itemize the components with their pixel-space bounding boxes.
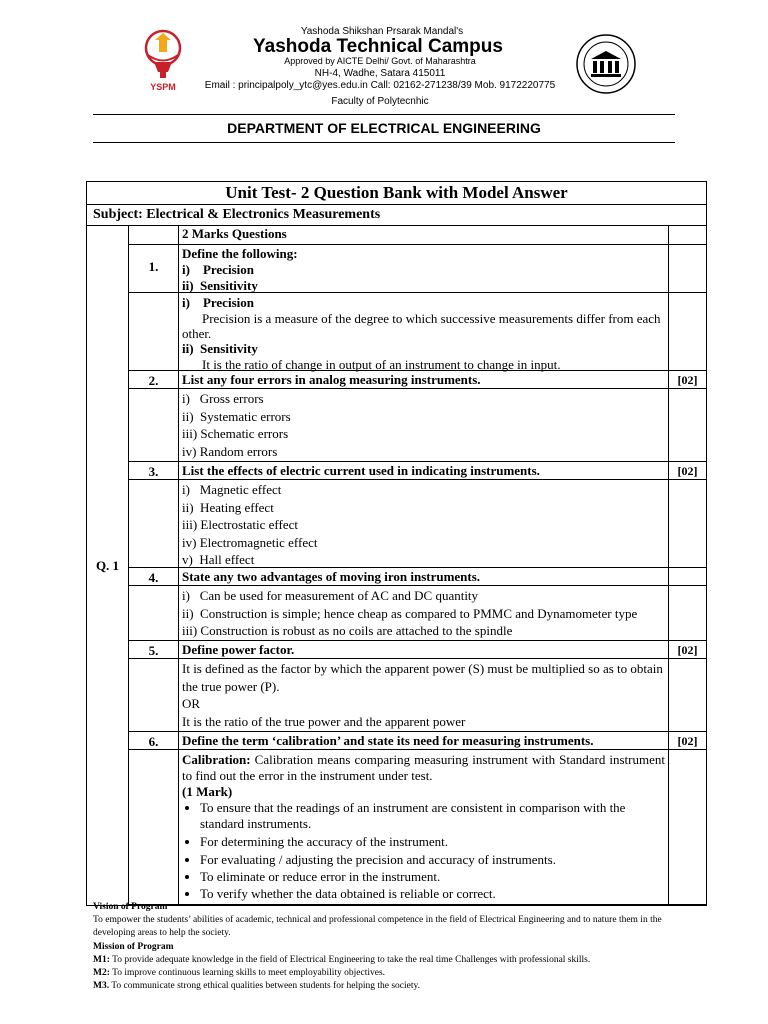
model-answer: i) Gross errors ii) Systematic errors iii) Schematic errors iv) Random errors [179,389,669,462]
list-item: • To ensure that the readings of an instrument are consistent in comparison with the standard instruments. [200,800,665,832]
header-rule-bottom [93,142,675,143]
marks-cell: [02] [669,462,706,480]
contact-line: Email : principalpoly_ytc@yes.edu.in Call: 02162-271238/39 Mob. 9172220775 [204,80,556,91]
blank-cell [129,389,179,462]
marks-cell: [02] [669,732,706,750]
list-item: • To verify whether the data obtained is reliable or correct. [200,886,665,902]
blank-cell [669,480,706,568]
subject-line: Subject: Electrical & Electronics Measurements [87,205,706,226]
blank-cell [669,750,706,905]
question-number: 6. [129,732,179,750]
letterhead [0,0,768,136]
section-title: 2 Marks Questions [179,226,669,245]
question-number: 2. [129,371,179,389]
mission-m2: M2: To improve continuous learning skills to meet employability objectives. [93,968,386,978]
mission-m3: M3. To communicate strong ethical qualities between students for helping the society. [93,981,421,991]
department-title: DEPARTMENT OF ELECTRICAL ENGINEERING [227,120,541,136]
vision-text: To empower the students’ abilities of academic, technical and professional competence in the field of Electrical Engineering and to nature them in the developing areas to help the society. [93,915,662,938]
vision-heading: Vision of Program [93,902,168,912]
org-name: Yashoda Shikshan Prsarak Mandal's [300,26,464,37]
blank-cell [129,750,179,905]
campus-name: Yashoda Technical Campus [253,36,503,57]
blank-cell [669,226,706,245]
list-item: • To eliminate or reduce error in the instrument. [200,869,665,885]
marks-cell [669,245,706,293]
question-group-label: Q. 1 [87,226,129,905]
mission-m1: M1: To provide adequate knowledge in the field of Electrical Engineering to take the real time Challenges with professional skills. [93,955,591,965]
model-answer: i) Magnetic effect ii) Heating effect iii) Electrostatic effect iv) Electromagnetic effect v) Hall effect [179,480,669,568]
university-seal-icon [575,33,637,95]
question-text: State any two advantages of moving iron instruments. [179,568,669,586]
blank-cell [669,659,706,732]
blank-cell [669,293,706,371]
blank-cell [129,586,179,641]
model-answer: i) Precision Precision is a measure of the degree to which successive measurements differ from each other. ii) Sensitivity It is the ratio of change in output of an instrument to change in input. [179,293,669,371]
question-text: Define the following: i) Precision ii) Sensitivity [179,245,669,293]
list-item: • For determining the accuracy of the instrument. [200,834,665,850]
list-item: • For evaluating / adjusting the precision and accuracy of instruments. [200,852,665,868]
marks-cell [669,568,706,586]
model-answer: i) Can be used for measurement of AC and DC quantity ii) Construction is simple; hence cheap as compared to PMMC and Dynamometer type iii) Construction is robust as no coils are attached to the spindle [179,586,669,641]
question-grid [87,226,706,905]
question-text: Define power factor. [179,641,669,659]
question-number: 5. [129,641,179,659]
question-bank-table [86,181,707,906]
blank-cell [129,659,179,732]
marks-cell: [02] [669,641,706,659]
mission-heading: Mission of Program [93,942,174,952]
question-number: 3. [129,462,179,480]
calibration-need-list [182,800,665,902]
marks-cell: [02] [669,371,706,389]
model-answer: Calibration: Calibration means comparing measuring instrument with Standard instrument to find out the error in the instrument under test. (1 Mark) • To ensure that the readings of an instrument are consistent in comparison with the standard instruments. • For determining the accuracy of the instrument. • For evaluating / adjusting the precision and accuracy of instruments. • To eliminate or reduce error in the instrument. • To verify whether the data obtained is reliable or correct. [179,750,669,905]
approval-line: Approved by AICTE Delhi/ Govt. of Maharashtra [284,56,476,66]
question-text: List any four errors in analog measuring instruments. [179,371,669,389]
blank-cell [129,480,179,568]
header-rule-top [93,114,675,115]
faculty-line: Faculty of Polytecnhic [331,96,429,107]
blank-cell [129,293,179,371]
doc-title: Unit Test- 2 Question Bank with Model Answer [87,182,706,205]
program-vision-mission [93,901,673,993]
blank-cell [669,389,706,462]
question-number: 1. [129,245,179,293]
question-number: 4. [129,568,179,586]
model-answer: It is defined as the factor by which the apparent power (S) must be multiplied so as to obtain the true power (P). OR It is the ratio of the true power and the apparent power [179,659,669,732]
blank-cell [669,586,706,641]
question-text: List the effects of electric current used in indicating instruments. [179,462,669,480]
blank-cell [129,226,179,245]
svg-text:YSPM: YSPM [150,82,176,92]
address-line: NH-4, Wadhe, Satara 415011 [314,68,446,79]
question-text: Define the term ‘calibration’ and state its need for measuring instruments. [179,732,669,750]
